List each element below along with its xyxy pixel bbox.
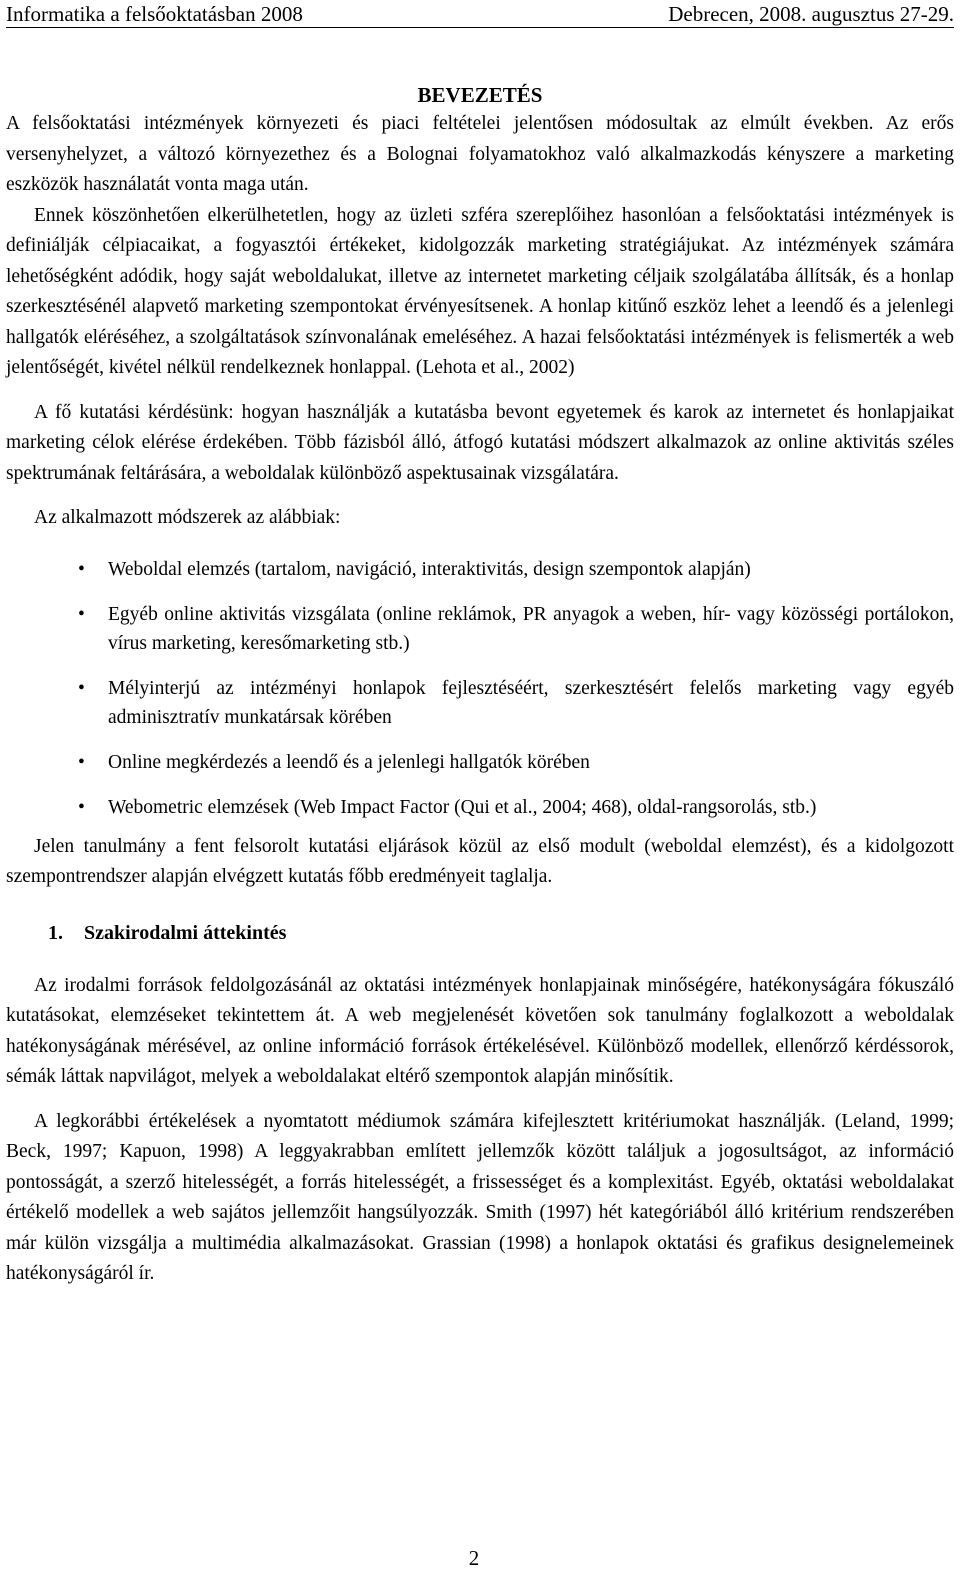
list-item-text: Online megkérdezés a leendő és a jelenlegi hallgatók körében [108, 751, 590, 773]
running-header [6, 0, 954, 28]
header-conference-title: Informatika a felsőoktatásban 2008 [6, 2, 303, 26]
bullet-icon: • [78, 751, 85, 773]
subsection-title: Szakirodalmi áttekintés [84, 921, 287, 944]
list-item-text: Egyéb online aktivitás vizsgálata (online reklámok, PR anyagok a weben, hír- vagy közösségi portálokon, vírus marketing, keresőmarketing stb.) [108, 603, 954, 654]
list-item [6, 793, 954, 822]
list-item-text: Weboldal elemzés (tartalom, navigáció, interaktivitás, design szempontok alapján) [108, 558, 751, 580]
literature-paragraph-1: Az irodalmi források feldolgozásánál az oktatási intézmények honlapjainak minőségére, hatékonyságára fókuszáló kutatásokat, elemzéseket tekintettem át. A web megjelenését követően sok tanulmány foglalkozott a weboldalak hatékonyságának mérésével, az online információ források értékelésével. Különböző modellek, ellenőrző kérdéssorok, sémák láttak napvilágot, melyek a weboldalakat eltérő szempontok alapján minősítik. [6, 974, 954, 1087]
list-item [6, 748, 954, 777]
list-item-text: Webometric elemzések (Web Impact Factor (Qui et al., 2004; 468), oldal-rangsorolás, stb.) [108, 796, 817, 818]
list-item [6, 600, 954, 658]
methods-intro-paragraph: Az alkalmazott módszerek az alábbiak: [34, 507, 341, 528]
scope-paragraph: Jelen tanulmány a fent felsorolt kutatási eljárások közül az első modult (weboldal elemzést), és a kidolgozott szempontrendszer alapján elvégzett kutatás főbb eredményeit taglalja. [6, 835, 954, 887]
bullet-icon: • [78, 677, 85, 699]
header-location-date: Debrecen, 2008. augusztus 27-29. [668, 2, 954, 26]
bullet-icon: • [78, 558, 85, 580]
intro-paragraph-1: A felsőoktatási intézmények környezeti és piaci feltételei jelentősen módosultak az elmúlt években. Az erős versenyhelyzet, a változó környezethez és a Bolognai folyamatokhoz való alkalmazkodás kényszere a marketing eszközök használatát vonta maga után. [6, 113, 954, 195]
intro-paragraph-2: Ennek köszönhetően elkerülhetetlen, hogy az üzleti szféra szereplőihez hasonlóan a felsőoktatási intézmények is definiálják célpiacaikat, a fogyasztói értékeket, kidolgozzák marketing stratégiájukat. Az intézmények számára lehetőségként adódik, hogy saját weboldalukat, illetve az internetet marketing céljaik szolgálatába állítsák, és a honlap szerkesztésénél alapvető marketing szempontokat érvényesítsenek. A honlap kitűnő eszköz lehet a leendő és a jelenlegi hallgatók eléréséhez, a szolgáltatások színvonalának emeléséhez. A hazai felsőoktatási intézmények is felismerték a web jelentőségét, kivétel nélkül rendelkeznek honlappal. (Lehota et al., 2002) [6, 204, 954, 378]
document-page [6, 0, 954, 1290]
methods-list [6, 555, 954, 822]
page-number: 2 [468, 1546, 480, 1570]
list-item [6, 555, 954, 584]
subsection-heading [6, 919, 954, 947]
bullet-icon: • [78, 603, 85, 625]
list-item-text: Mélyinterjú az intézményi honlapok fejlesztéséért, szerkesztésért felelős marketing vagy egyéb adminisztratív munkatársak körében [108, 677, 954, 728]
bullet-icon: • [78, 796, 85, 818]
subsection-number: 1. [48, 921, 63, 944]
research-question-paragraph: A fő kutatási kérdésünk: hogyan használják a kutatásba bevont egyetemek és karok az internetet és honlapjaikat marketing célok elérése érdekében. Több fázisból álló, átfogó kutatási módszert alkalmazok az online aktivitás széles spektrumának feltárására, a weboldalak különböző aspektusainak vizsgálatára. [6, 401, 954, 484]
literature-paragraph-2: A legkorábbi értékelések a nyomtatott médiumok számára kifejlesztett kritériumokat használják. (Leland, 1999; Beck, 1997; Kapuon, 1998) A leggyakrabban említett jellemzők között találjuk a jogosultságot, az információ pontosságát, a szerző hitelességét, a forrás hitelességét, a frissességet és a komplexitást. Egyéb, oktatási weboldalakat értékelő modellek a web sajátos jellemzőit hangsúlyozzák. Smith (1997) hét kategóriából álló kritérium rendszerében már külön vizsgálja a multimédia alkalmazásokat. Grassian (1998) a honlapok oktatási és grafikus designelemeinek hatékonyságáról ír. [6, 1110, 954, 1284]
list-item [6, 674, 954, 732]
section-title: BEVEZETÉS [417, 83, 543, 107]
